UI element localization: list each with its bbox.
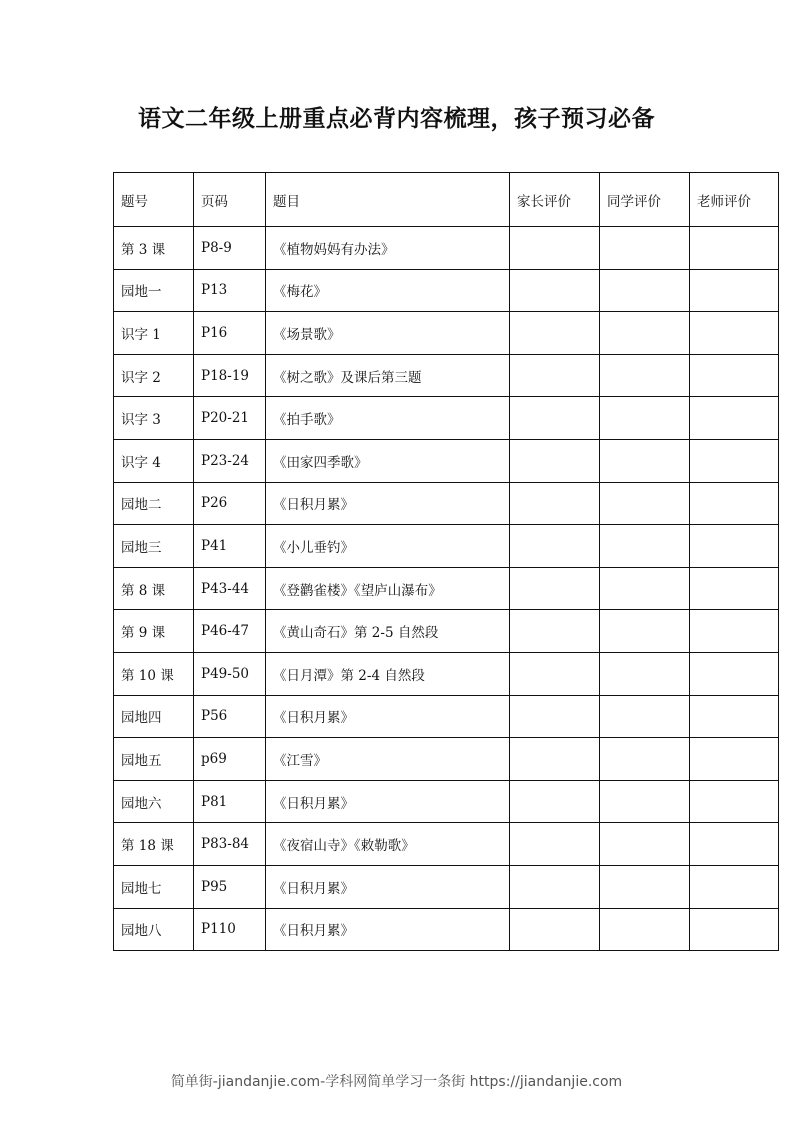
header-parent-eval: 家长评价 [510,173,600,227]
lesson-cell: 园地四 [114,695,194,738]
table-row [114,610,779,653]
classmate-eval-cell[interactable] [600,610,690,653]
teacher-eval-cell[interactable] [690,227,779,270]
teacher-eval-cell[interactable] [690,908,779,951]
page-cell: P83-84 [194,823,266,866]
topic-cell: 《植物妈妈有办法》 [266,227,510,270]
page-title: 语文二年级上册重点必背内容梳理，孩子预习必备 [138,106,655,132]
table-row [114,482,779,525]
lesson-cell: 识字 2 [114,354,194,397]
lesson-cell: 第 9 课 [114,610,194,653]
table-row [114,439,779,482]
parent-eval-cell[interactable] [510,865,600,908]
teacher-eval-cell[interactable] [690,482,779,525]
table-row [114,738,779,781]
topic-cell: 《登鹳雀楼》《望庐山瀑布》 [266,567,510,610]
page-cell: P20-21 [194,397,266,440]
classmate-eval-cell[interactable] [600,823,690,866]
page-cell: P56 [194,695,266,738]
parent-eval-cell[interactable] [510,738,600,781]
page-cell: P46-47 [194,610,266,653]
classmate-eval-cell[interactable] [600,738,690,781]
teacher-eval-cell[interactable] [690,865,779,908]
topic-cell: 《场景歌》 [266,312,510,355]
topic-cell: 《田家四季歌》 [266,439,510,482]
teacher-eval-cell[interactable] [690,439,779,482]
page-cell: p69 [194,738,266,781]
page-cell: P41 [194,525,266,568]
teacher-eval-cell[interactable] [690,312,779,355]
topic-cell: 《夜宿山寺》《敕勒歌》 [266,823,510,866]
page-cell: P16 [194,312,266,355]
classmate-eval-cell[interactable] [600,865,690,908]
classmate-eval-cell[interactable] [600,567,690,610]
header-page: 页码 [194,173,266,227]
teacher-eval-cell[interactable] [690,397,779,440]
topic-cell: 《日月潭》第 2-4 自然段 [266,652,510,695]
table-row [114,227,779,270]
table-row [114,865,779,908]
classmate-eval-cell[interactable] [600,525,690,568]
parent-eval-cell[interactable] [510,227,600,270]
table-row [114,397,779,440]
table-row [114,695,779,738]
page-cell: P23-24 [194,439,266,482]
header-topic: 题目 [266,173,510,227]
classmate-eval-cell[interactable] [600,354,690,397]
lesson-cell: 园地二 [114,482,194,525]
page-cell: P8-9 [194,227,266,270]
teacher-eval-cell[interactable] [690,823,779,866]
topic-cell: 《江雪》 [266,738,510,781]
classmate-eval-cell[interactable] [600,439,690,482]
parent-eval-cell[interactable] [510,652,600,695]
classmate-eval-cell[interactable] [600,780,690,823]
teacher-eval-cell[interactable] [690,738,779,781]
lesson-cell: 园地五 [114,738,194,781]
page-cell: P18-19 [194,354,266,397]
footer-watermark: 简单街-jiandanjie.com-学科网简单学习一条街 https://jiandanjie.com [170,1074,623,1090]
teacher-eval-cell[interactable] [690,567,779,610]
table-row [114,269,779,312]
page-cell: P13 [194,269,266,312]
classmate-eval-cell[interactable] [600,695,690,738]
header-teacher-eval: 老师评价 [690,173,779,227]
table-header-row [114,173,779,227]
parent-eval-cell[interactable] [510,823,600,866]
page-cell: P95 [194,865,266,908]
topic-cell: 《小儿垂钓》 [266,525,510,568]
lesson-cell: 第 3 课 [114,227,194,270]
teacher-eval-cell[interactable] [690,610,779,653]
lesson-cell: 识字 4 [114,439,194,482]
teacher-eval-cell[interactable] [690,652,779,695]
topic-cell: 《日积月累》 [266,482,510,525]
parent-eval-cell[interactable] [510,610,600,653]
page-cell: P43-44 [194,567,266,610]
lesson-cell: 园地七 [114,865,194,908]
parent-eval-cell[interactable] [510,908,600,951]
teacher-eval-cell[interactable] [690,525,779,568]
parent-eval-cell[interactable] [510,397,600,440]
topic-cell: 《日积月累》 [266,865,510,908]
teacher-eval-cell[interactable] [690,354,779,397]
classmate-eval-cell[interactable] [600,227,690,270]
table-row [114,354,779,397]
table-row [114,525,779,568]
classmate-eval-cell[interactable] [600,652,690,695]
page-cell: P110 [194,908,266,951]
lesson-cell: 园地六 [114,780,194,823]
classmate-eval-cell[interactable] [600,269,690,312]
classmate-eval-cell[interactable] [600,397,690,440]
lesson-cell: 第 18 课 [114,823,194,866]
parent-eval-cell[interactable] [510,312,600,355]
table-row [114,312,779,355]
parent-eval-cell[interactable] [510,695,600,738]
table-row [114,823,779,866]
topic-cell: 《黄山奇石》第 2-5 自然段 [266,610,510,653]
table-row [114,780,779,823]
teacher-eval-cell[interactable] [690,695,779,738]
classmate-eval-cell[interactable] [600,482,690,525]
topic-cell: 《日积月累》 [266,908,510,951]
lesson-cell: 第 10 课 [114,652,194,695]
lesson-cell: 园地八 [114,908,194,951]
teacher-eval-cell[interactable] [690,780,779,823]
lesson-cell: 识字 1 [114,312,194,355]
recitation-table [113,172,779,951]
parent-eval-cell[interactable] [510,269,600,312]
topic-cell: 《树之歌》及课后第三题 [266,354,510,397]
parent-eval-cell[interactable] [510,525,600,568]
lesson-cell: 园地一 [114,269,194,312]
lesson-cell: 识字 3 [114,397,194,440]
parent-eval-cell[interactable] [510,354,600,397]
teacher-eval-cell[interactable] [690,269,779,312]
page-cell: P26 [194,482,266,525]
topic-cell: 《梅花》 [266,269,510,312]
topic-cell: 《日积月累》 [266,780,510,823]
topic-cell: 《日积月累》 [266,695,510,738]
lesson-cell: 园地三 [114,525,194,568]
topic-cell: 《拍手歌》 [266,397,510,440]
parent-eval-cell[interactable] [510,567,600,610]
parent-eval-cell[interactable] [510,780,600,823]
page-cell: P81 [194,780,266,823]
header-lesson: 题号 [114,173,194,227]
classmate-eval-cell[interactable] [600,908,690,951]
page-cell: P49-50 [194,652,266,695]
classmate-eval-cell[interactable] [600,312,690,355]
table-row [114,652,779,695]
table-row [114,908,779,951]
lesson-cell: 第 8 课 [114,567,194,610]
parent-eval-cell[interactable] [510,439,600,482]
table-row [114,567,779,610]
parent-eval-cell[interactable] [510,482,600,525]
header-classmate-eval: 同学评价 [600,173,690,227]
